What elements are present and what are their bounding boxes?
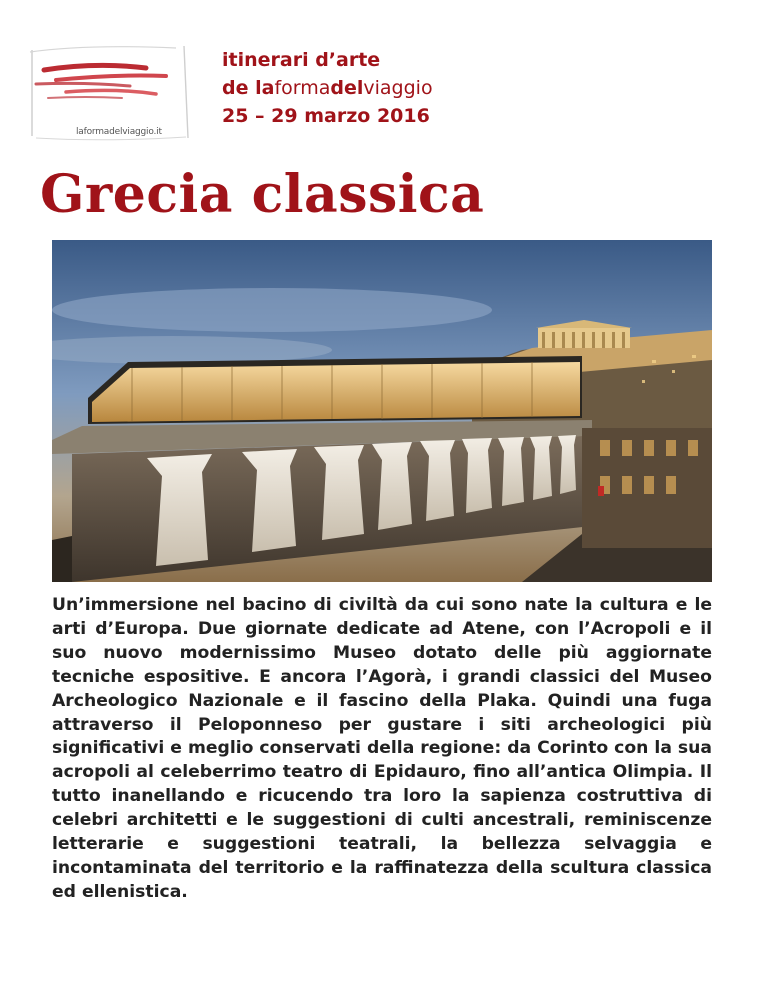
header-line-brand: [222, 74, 433, 102]
logo-caption: laformadelviaggio.it: [76, 127, 162, 137]
header-line-dates: 25 – 29 marzo 2016: [222, 105, 430, 127]
photo-illustration: [52, 240, 712, 582]
brand-part-del: del: [330, 77, 364, 99]
acropolis-museum-photo: [52, 240, 712, 582]
brand-part-de-la: de la: [222, 77, 275, 99]
brand-part-forma: forma: [274, 77, 331, 99]
event-header: [222, 46, 433, 130]
header-line-itinerari: itinerari d’arte: [222, 49, 381, 71]
page-title: Grecia classica: [40, 164, 485, 225]
description-paragraph: Un’immersione nel bacino di civiltà da cui sono nate la cultura e le arti d’Europa. Due giornate dedicate ad Atene, con l’Acropoli e il suo nuovo modernissimo Museo dotato delle più aggiornate tecniche espositive. E ancora l’Agorà, i grandi classici del Museo Archeologico Nazionale e il fascino della Plaka. Quindi una fuga attraverso il Peloponneso per gustare i siti archeologici più significativi e meglio conservati della regione: da Corinto con la sua acropoli al celeberrimo teatro di Epidauro, fino all’antica Olimpia. Il tutto inanellando e ricucendo tra loro la sapienza costruttiva di celebri architetti e le suggestioni di culti ancestrali, reminiscenze letterarie e suggestioni teatrali, la bellezza selvaggia e incontaminata del territorio e la raffinatezza della scultura classica ed ellenistica.: [52, 595, 712, 902]
brand-part-viaggio: viaggio: [363, 77, 433, 99]
